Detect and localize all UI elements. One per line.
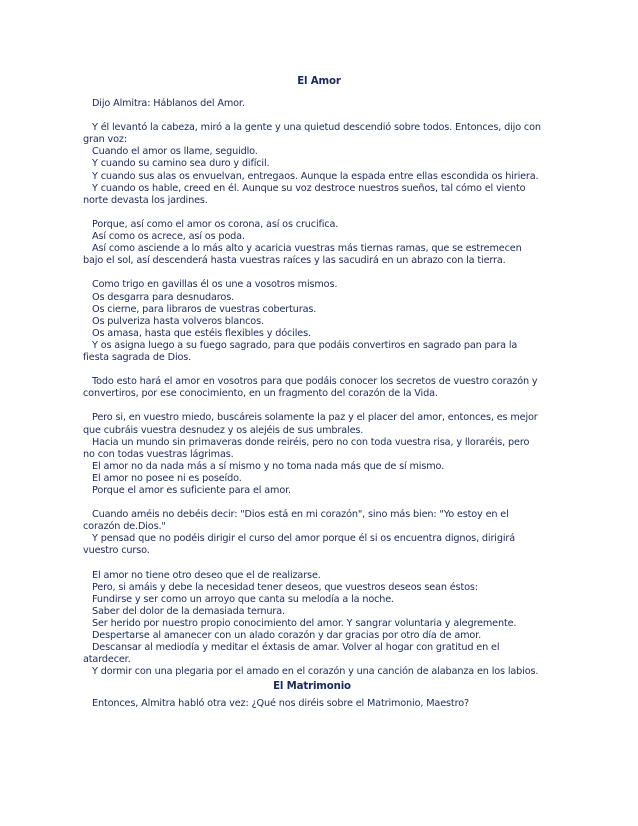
text-line: Porque, así como el amor os corona, así os crucifica. [92, 218, 339, 230]
paragraph-gap [83, 364, 541, 376]
text-line: Cuando améis no debéis decir: "Dios está en mi corazón", sino más bien: "Yo estoy en el corazón de.Dios." [83, 509, 509, 533]
section-heading: El Matrimonio [273, 680, 351, 692]
text-line: Y cuando os hable, creed en él. Aunque su voz destroce nuestros sueños, tal cómo el viento norte devasta los jardines. [83, 182, 526, 206]
text-line: Ser herido por nuestro propio conocimiento del amor. Y sangrar voluntaria y alegremente. [92, 618, 517, 630]
paragraph [83, 279, 541, 364]
text-line: Os amasa, hasta que estéis flexibles y dóciles. [92, 327, 311, 339]
text-line: Entonces, Almitra habló otra vez: ¿Qué nos diréis sobre el Matrimonio, Maestro? [92, 697, 469, 709]
paragraph [83, 219, 541, 267]
paragraph [83, 698, 541, 710]
text-line: Todo esto hará el amor en vosotros para que podáis conocer los secretos de vuestro corazón y convertiros, por ese conocimiento, en un fragmento del corazón de la Vida. [83, 376, 538, 400]
paragraph-gap [83, 400, 541, 412]
text-line: Y él levantó la cabeza, miró a la gente y una quietud descendió sobre todos. Entonces, dijo con gran voz: [83, 122, 541, 146]
paragraph-gap [83, 110, 541, 122]
text-line: Fundirse y ser como un arroyo que canta su melodía a la noche. [92, 593, 395, 605]
text-line: Y cuando su camino sea duro y difícil. [92, 158, 270, 170]
paragraph [83, 570, 541, 679]
document-body [83, 98, 541, 710]
text-line: El amor no tiene otro deseo que el de realizarse. [92, 569, 321, 581]
text-line: Y dormir con una plegaria por el amado en el corazón y una canción de alabanza en los labios. [92, 666, 539, 678]
text-line: Descansar al mediodía y meditar el éxtasis de amar. Volver al hogar con gratitud en el atardecer. [83, 642, 500, 666]
text-line: Así como asciende a lo más alto y acaricia vuestras más tiernas ramas, que se estremecen bajo el sol, así descenderá hasta vuestras raíces y las sacudirá en un abrazo con la tierra. [83, 243, 522, 267]
text-line: Porque el amor es suficiente para el amor. [92, 485, 291, 496]
text-line: El amor no posee ni es poseído. [92, 472, 242, 484]
text-line: Pero si, en vuestro miedo, buscáreis solamente la paz y el placer del amor, entonces, es mejor que cubráis vuestra desnudez y os alejéis de sus umbrales. [83, 412, 538, 436]
paragraph-gap [83, 267, 541, 279]
paragraph [83, 376, 541, 400]
text-line: Así como os acrece, así os poda. [92, 231, 245, 243]
text-line: Pero, si amáis y debe la necesidad tener deseos, que vuestros deseos sean éstos: [92, 581, 478, 593]
text-line: Os desgarra para desnudaros. [92, 291, 235, 303]
paragraph-gap [83, 497, 541, 509]
paragraph [83, 509, 541, 557]
paragraph [83, 412, 541, 497]
text-line: El amor no da nada más a sí mismo y no toma nada más que de sí mismo. [92, 460, 445, 472]
text-line: Saber del dolor de la demasiada ternura. [92, 605, 285, 617]
text-line: Como trigo en gavillas él os une a vosotros mismos. [92, 279, 338, 291]
text-line: Hacia un mundo sin primaveras donde reiréis, pero no con toda vuestra risa, y lloraréis, pero no con todas vuestras lágrimas. [83, 436, 530, 460]
paragraph [83, 122, 541, 207]
text-line: Cuando el amor os llame, seguidlo. [92, 146, 258, 158]
text-line: Dijo Almitra: Háblanos del Amor. [92, 98, 245, 109]
page-title: El Amor [297, 76, 341, 87]
text-line: Os pulveriza hasta volveros blancos. [92, 315, 264, 327]
paragraph [83, 98, 541, 110]
text-line: Y cuando sus alas os envuelvan, entregaos. Aunque la espada entre ellas escondida os hiriera. [92, 170, 539, 182]
text-line: Despertarse al amanecer con un alado corazón y dar gracias por otro día de amor. [92, 630, 482, 642]
text-line: Y pensad que no podéis dirigir el curso del amor porque él si os encuentra dignos, dirigirá vuestro curso. [83, 533, 516, 557]
text-line: Y os asigna luego a su fuego sagrado, para que podáis convertiros en sagrado pan para la fiesta sagrada de Dios. [83, 339, 518, 363]
paragraph-gap [83, 207, 541, 219]
paragraph-gap [83, 558, 541, 570]
text-line: Os cierne, para libraros de vuestras coberturas. [92, 303, 317, 315]
